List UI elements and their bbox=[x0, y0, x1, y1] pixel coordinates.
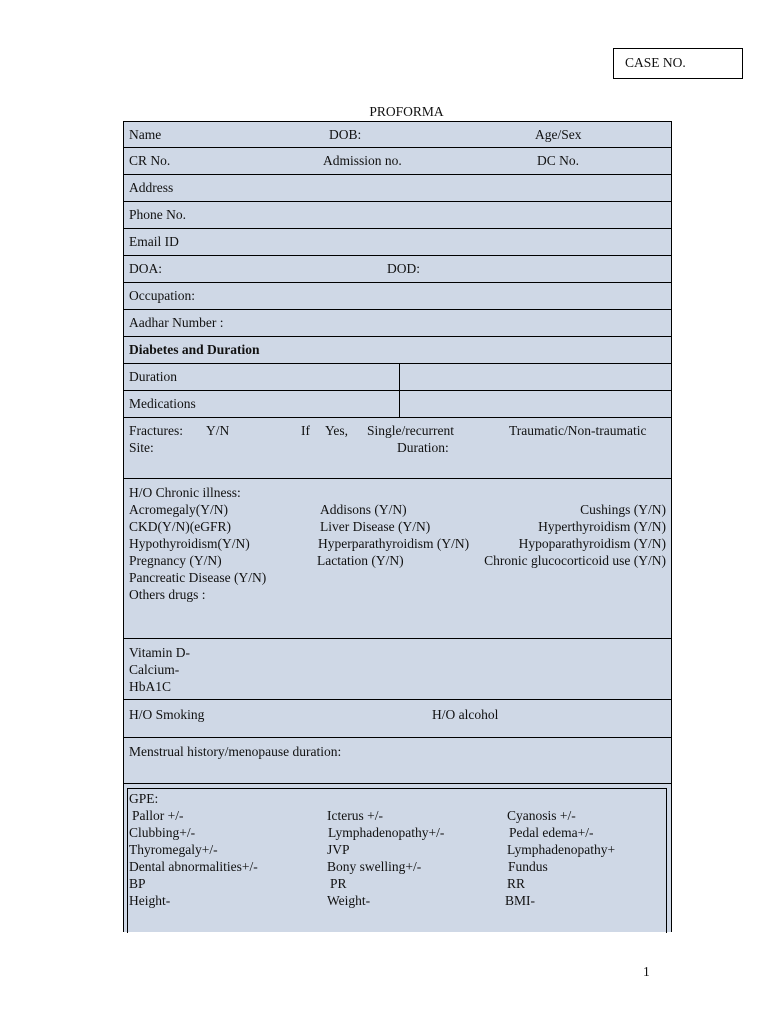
doa-row bbox=[123, 256, 672, 283]
ckd-item: CKD(Y/N)(eGFR) bbox=[129, 519, 231, 534]
pregnancy-item: Pregnancy (Y/N) bbox=[129, 553, 222, 568]
other-drugs-label: Others drugs : bbox=[129, 587, 206, 602]
fractures-single-recurrent: Single/recurrent bbox=[367, 423, 454, 438]
vitamin-d-label: Vitamin D- bbox=[129, 645, 191, 660]
jvp-item: JVP bbox=[327, 842, 350, 857]
lymphadenopathy-item: Lymphadenopathy+/- bbox=[328, 825, 445, 840]
rr-item: RR bbox=[507, 876, 526, 891]
fractures-if: If bbox=[301, 423, 310, 438]
gpe-heading: GPE: bbox=[129, 791, 159, 806]
fundus-item: Fundus bbox=[508, 859, 548, 874]
icterus-item: Icterus +/- bbox=[327, 808, 383, 823]
acromegaly-item: Acromegaly(Y/N) bbox=[129, 502, 228, 517]
fractures-label: Fractures: bbox=[129, 423, 183, 438]
case-number-label: CASE NO. bbox=[625, 55, 686, 70]
alcohol-label: H/O alcohol bbox=[432, 707, 499, 722]
glucocorticoid-item: Chronic glucocorticoid use (Y/N) bbox=[484, 553, 666, 568]
height-item: Height- bbox=[129, 893, 171, 908]
cr-row bbox=[123, 148, 672, 175]
calcium-label: Calcium- bbox=[129, 662, 180, 677]
pedal-edema-item: Pedal edema+/- bbox=[509, 825, 594, 840]
fractures-traumatic: Traumatic/Non-traumatic bbox=[509, 423, 647, 438]
phone-row bbox=[123, 202, 672, 229]
column-divider bbox=[399, 364, 400, 390]
address-row bbox=[123, 175, 672, 202]
name-row bbox=[123, 121, 672, 148]
gpe-row bbox=[123, 784, 672, 932]
age-sex-label: Age/Sex bbox=[535, 127, 582, 142]
occupation-label: Occupation: bbox=[129, 288, 195, 303]
medications-label: Medications bbox=[129, 396, 196, 411]
pr-item: PR bbox=[330, 876, 347, 891]
weight-item: Weight- bbox=[327, 893, 371, 908]
admission-no-label: Admission no. bbox=[323, 153, 402, 168]
email-label: Email ID bbox=[129, 234, 179, 249]
chronic-illness-heading: H/O Chronic illness: bbox=[129, 485, 241, 500]
hyperthyroidism-item: Hyperthyroidism (Y/N) bbox=[538, 519, 666, 534]
email-row bbox=[123, 229, 672, 256]
chronic-illness-row bbox=[123, 479, 672, 639]
name-label: Name bbox=[129, 127, 162, 142]
fracture-site-label: Site: bbox=[129, 440, 154, 455]
dob-label: DOB: bbox=[329, 127, 362, 142]
hyperparathyroidism-item: Hyperparathyroidism (Y/N) bbox=[318, 536, 470, 551]
duration-label: Duration bbox=[129, 369, 177, 384]
dental-abnormalities-item: Dental abnormalities+/- bbox=[129, 859, 258, 874]
lymphadenopathy-plus-item: Lymphadenopathy+ bbox=[507, 842, 616, 857]
phone-label: Phone No. bbox=[129, 207, 186, 222]
case-number-box bbox=[613, 48, 743, 79]
bp-item: BP bbox=[129, 876, 146, 891]
medications-row bbox=[123, 391, 672, 418]
aadhar-row bbox=[123, 310, 672, 337]
address-label: Address bbox=[129, 180, 174, 195]
lactation-item: Lactation (Y/N) bbox=[317, 553, 404, 568]
diabetes-heading-row bbox=[123, 337, 672, 364]
clubbing-item: Clubbing+/- bbox=[129, 825, 196, 840]
proforma-form bbox=[123, 121, 672, 932]
aadhar-label: Aadhar Number : bbox=[129, 315, 224, 330]
hba1c-label: HbA1C bbox=[129, 679, 172, 694]
menstrual-history-label: Menstrual history/menopause duration: bbox=[129, 744, 342, 759]
habits-row bbox=[123, 700, 672, 738]
dc-no-label: DC No. bbox=[537, 153, 580, 168]
fractures-row bbox=[123, 418, 672, 479]
addisons-item: Addisons (Y/N) bbox=[320, 502, 407, 517]
dod-label: DOD: bbox=[387, 261, 420, 276]
fractures-yes: Yes, bbox=[325, 423, 349, 438]
duration-row bbox=[123, 364, 672, 391]
bony-swelling-item: Bony swelling+/- bbox=[327, 859, 422, 874]
fracture-duration-label: Duration: bbox=[397, 440, 449, 455]
hypoparathyroidism-item: Hypoparathyroidism (Y/N) bbox=[518, 536, 666, 551]
occupation-row bbox=[123, 283, 672, 310]
liver-disease-item: Liver Disease (Y/N) bbox=[320, 519, 431, 534]
labs-row bbox=[123, 639, 672, 700]
cushings-item: Cushings (Y/N) bbox=[580, 502, 666, 517]
smoking-label: H/O Smoking bbox=[129, 707, 205, 722]
pancreatic-disease-item: Pancreatic Disease (Y/N) bbox=[129, 570, 267, 585]
cyanosis-item: Cyanosis +/- bbox=[507, 808, 576, 823]
cr-no-label: CR No. bbox=[129, 153, 171, 168]
fractures-yn: Y/N bbox=[206, 423, 230, 438]
menstrual-row bbox=[123, 738, 672, 784]
diabetes-heading: Diabetes and Duration bbox=[129, 342, 260, 357]
column-divider bbox=[399, 391, 400, 417]
bmi-item: BMI- bbox=[505, 893, 535, 908]
page-number: 1 bbox=[643, 964, 650, 979]
hypothyroidism-item: Hypothyroidism(Y/N) bbox=[129, 536, 250, 551]
doa-label: DOA: bbox=[129, 261, 162, 276]
pallor-item: Pallor +/- bbox=[132, 808, 184, 823]
thyromegaly-item: Thyromegaly+/- bbox=[129, 842, 218, 857]
page-title: PROFORMA bbox=[369, 104, 444, 119]
